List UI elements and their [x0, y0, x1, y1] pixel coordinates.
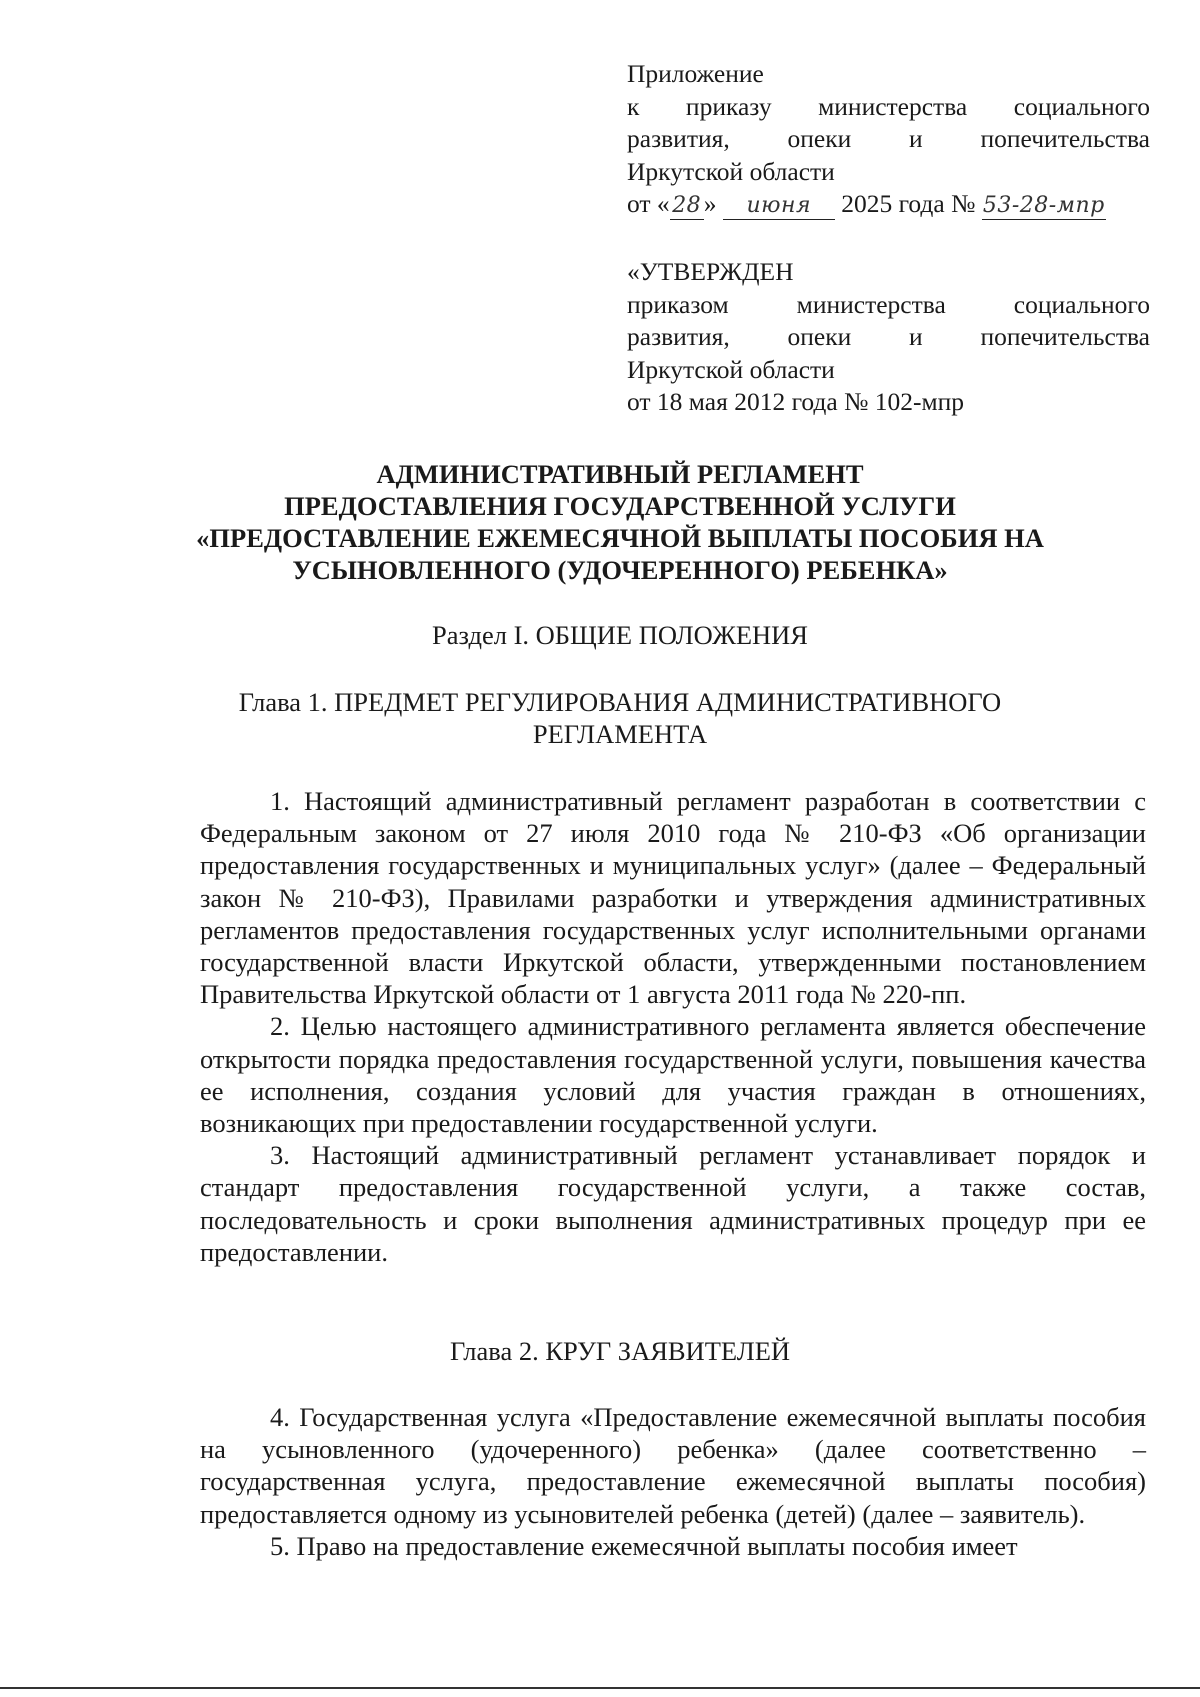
section-heading [180, 619, 1060, 651]
appendix-line: к приказу министерства социального [627, 91, 1150, 121]
appendix-date-line [627, 188, 1150, 221]
title-line: «ПРЕДОСТАВЛЕНИЕ ЕЖЕМЕСЯЧНОЙ ВЫПЛАТЫ ПОСОБИЯ НА [196, 523, 1044, 553]
title-line: АДМИНИСТРАТИВНЫЙ РЕГЛАМЕНТ [376, 459, 864, 489]
chapter-1-body [200, 785, 1146, 1268]
appendix-line: Иркутской области [627, 156, 835, 186]
section-title: Раздел I. ОБЩИЕ ПОЛОЖЕНИЯ [432, 620, 808, 650]
paragraph-4: 4. Государственная услуга «Предоставление ежемесячной выплаты пособия на усыновленного (удочеренного) ребенка» (далее соответственно – государственная услуга, предоставление ежемесячной выплаты пособия) предоставляется одному из усыновителей ребенка (детей) (далее – заявитель). [200, 1402, 1146, 1529]
chapter-2-heading [180, 1335, 1060, 1367]
appendix-block [627, 58, 1150, 221]
document-title [180, 458, 1060, 586]
approved-label: «УТВЕРЖДЕН [627, 257, 794, 286]
order-number-handwritten: 53-28-мпр [982, 193, 1105, 218]
date-month-handwritten: июня [746, 193, 812, 218]
approved-line: Иркутской области [627, 354, 835, 384]
approved-line: приказом министерства социального [627, 289, 1150, 319]
date-month-field [723, 191, 835, 220]
appendix-label: Приложение [627, 59, 764, 88]
chapter-2-body [200, 1401, 1146, 1562]
appendix-line: развития, опеки и попечительства [627, 124, 1150, 153]
paragraph-3: 3. Настоящий административный регламент устанавливает порядок и стандарт предоставления государственной услуги, а также состав, последовательность и сроки выполнения административных процедур при ее предоставлении. [200, 1140, 1146, 1267]
paragraph-1: 1. Настоящий административный регламент разработан в соответствии с Федеральным законом от 27 июля 2010 года № 210-ФЗ «Об организации предоставления государственных и муниципальных услуг» (далее – Федеральный закон № 210-ФЗ), Правилами разработки и утверждения административных регламентов предоставления государственных услуг исполнительными органами государственной власти Иркутской области, утвержденными постановлением Правительства Иркутской области от 1 августа 2011 года № 220-пп. [200, 786, 1146, 1010]
chapter-title-line: Глава 2. КРУГ ЗАЯВИТЕЛЕЙ [449, 1336, 791, 1366]
approved-date-line: от 18 мая 2012 года № 102-мпр [627, 387, 965, 416]
date-mid: » [703, 189, 717, 218]
paragraph-5: 5. Право на предоставление ежемесячной выплаты пособия имеет [270, 1530, 1018, 1561]
title-line: ПРЕДОСТАВЛЕНИЯ ГОСУДАРСТВЕННОЙ УСЛУГИ [284, 491, 956, 521]
date-prefix: от « [627, 189, 670, 218]
order-number-field [982, 191, 1106, 220]
chapter-1-heading [180, 686, 1060, 750]
approved-line: развития, опеки и попечительства [627, 322, 1150, 351]
paragraph-2: 2. Целью настоящего административного регламента является обеспечение открытости порядка предоставления государственной услуги, повышения качества ее исполнения, создания условий для участия граждан в отношениях, возникающих при предоставлении государственной услуги. [200, 1011, 1146, 1139]
date-day-handwritten: 28 [672, 193, 702, 218]
date-year: 2025 года № [841, 189, 976, 218]
chapter-title-line: РЕГЛАМЕНТА [532, 719, 708, 749]
title-line: УСЫНОВЛЕННОГО (УДОЧЕРЕННОГО) РЕБЕНКА» [292, 555, 948, 585]
chapter-title-line: Глава 1. ПРЕДМЕТ РЕГУЛИРОВАНИЯ АДМИНИСТРАТИВНОГО [238, 687, 1002, 717]
date-day-field [670, 191, 704, 220]
bottom-rule [0, 1687, 1200, 1689]
approved-block [627, 256, 1150, 419]
